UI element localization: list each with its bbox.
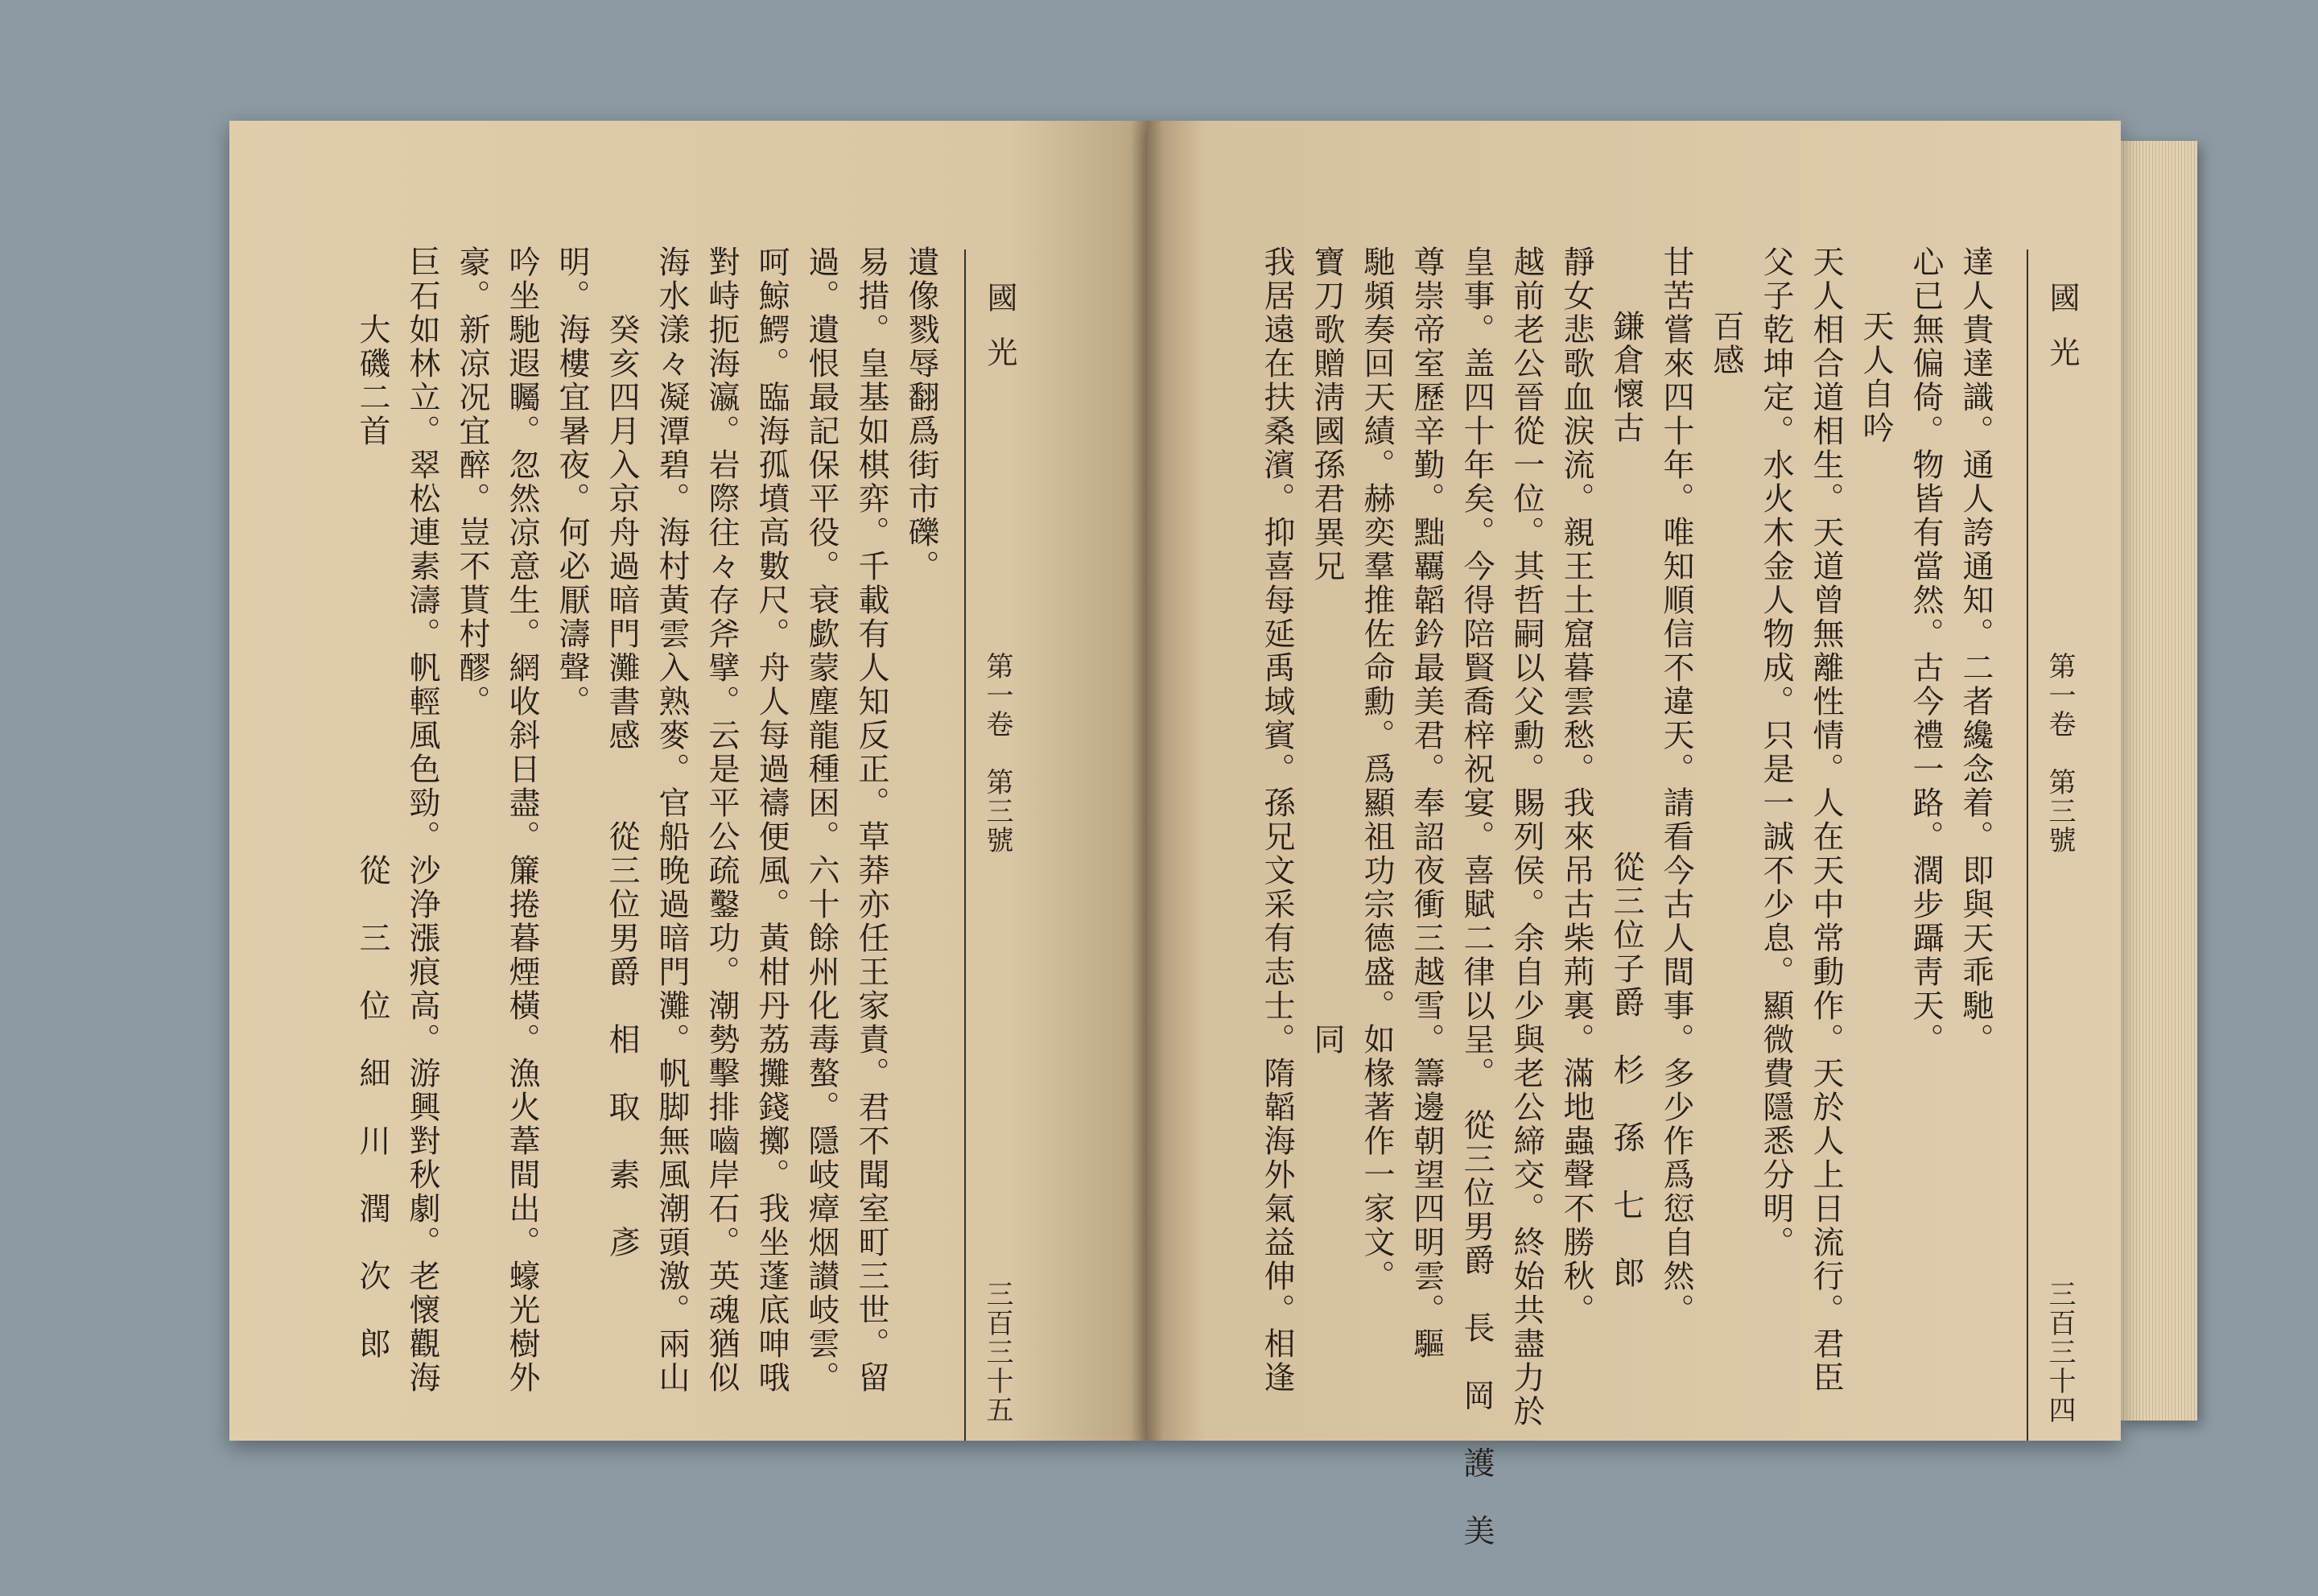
text-column: 明。海樓宜暑夜。何必厭濤聲。 <box>554 245 590 719</box>
text-column: 甘苦嘗來四十年。唯知順信不違天。請看今古人間事。多少作爲愆自然。 <box>1658 245 1694 1327</box>
text-column: 天人相合道相生。天道曾無離性情。人在天中常動作。天於人上日流行。君臣 <box>1808 245 1844 1395</box>
text-column: 癸亥四月入京舟過暗門灘書感 從三位男爵 相 取 素 彥 <box>604 245 640 1260</box>
text-column: 易措。皇基如棋弈。千載有人知反正。草莽亦任王家責。君不聞室町三世。留 <box>853 245 889 1395</box>
text-column: 巨石如林立。翠松連素濤。帆輕風色勁。沙浄漲痕高。游興對秋劇。老懷觀海 <box>404 245 440 1395</box>
text-column: 豪。新凉况宜醉。豈不貰村醪。 <box>454 245 490 719</box>
volume-issue: 第一卷 第三號 <box>2044 652 2076 855</box>
text-column: 我居遠在扶桑濱。抑喜每延禹域賓。孫兄文采有志士。隋韜海外氣益伸。相逢 <box>1259 245 1295 1395</box>
poem-title: 百感 <box>1708 310 1744 377</box>
running-head <box>978 250 1018 1441</box>
text-column: 呵鯨鰐。臨海孤墳高數尺。舟人每過禱便風。黃柑丹荔攤錢擲。我坐蓬底呻哦 <box>753 245 790 1395</box>
text-column: 靜女悲歌血涙流。親王土窟暮雲愁。我來吊古柴荊裏。滿地蟲聲不勝秋。 <box>1558 245 1594 1327</box>
text-column: 父子乾坤定。水火木金人物成。只是一誠不少息。顯微費隱悉分明。 <box>1758 245 1794 1260</box>
text-column: 馳頻奏回天績。赫奕羣推佐命勳。爲顯祖功宗德盛。如椽著作一家文。 <box>1359 245 1395 1293</box>
text-column: 遺像戮辱翻爲街市礫。 <box>903 245 939 584</box>
poem-title: 天人自吟 <box>1858 310 1894 445</box>
text-column: 心已無偏倚。物皆有當然。古今禮一路。濶步躡靑天。 <box>1908 245 1944 1057</box>
text-column: 越前老公晉從一位。其哲嗣以父勳。賜列侯。余自少與老公締交。終始共盡力於 <box>1508 245 1545 1429</box>
text-column: 大磯二首 從 三 位 細 川 潤 次 郎 <box>354 245 390 1361</box>
text-column: 皇事。盖四十年矣。今得陪賢喬梓祝宴。喜賦二律以呈。 從三位男爵 長 岡 護 美 <box>1458 245 1495 1549</box>
left-page <box>229 121 1147 1441</box>
journal-title: 國光 <box>2044 282 2080 391</box>
poem-title: 鎌倉懷古 從三位子爵 杉 孫 七 郎 <box>1608 310 1644 1290</box>
column-rule <box>964 250 966 1441</box>
journal-title: 國光 <box>982 282 1017 391</box>
column-rule <box>2027 250 2028 1441</box>
right-page-text <box>1259 245 2000 1549</box>
text-column: 過。遺恨最記保平役。衰歔蒙塵龍種困。六十餘州化毒螯。隱岐瘴烟讃岐雲。 <box>803 245 839 1395</box>
book-gutter <box>1131 121 1163 1441</box>
volume-issue: 第一卷 第三號 <box>981 652 1013 855</box>
left-page-text <box>334 245 946 1445</box>
text-column: 海水漾々凝潭碧。海村黃雲入熟麥。官船晚過暗門灘。帆脚無風潮頭激。兩山 <box>654 245 690 1395</box>
text-column: 對峙扼海瀛。岩際往々存斧擘。云是平公疏鑿功。潮勢擊排嚙岸石。英魂猶似 <box>703 245 740 1395</box>
text-column: 吟坐馳遐矚。忽然凉意生。網收斜日盡。簾捲暮煙橫。漁火葦間出。蠔光樹外 <box>504 245 540 1395</box>
text-column: 寶刀歌贈淸國孫君異兄 同 <box>1309 245 1345 1057</box>
page-edges <box>2121 141 2197 1421</box>
text-column: 尊崇帝室歷辛勤。黜覊韜鈐最美君。奉詔夜衝三越雪。籌邊朝望四明雲。驅 <box>1409 245 1445 1361</box>
page-number: 三百三十五 <box>981 1280 1013 1425</box>
running-head <box>2040 250 2081 1441</box>
text-column: 達人貴達識。通人誇通知。二者纔念着。即與天乖馳。 <box>1957 245 1994 1057</box>
right-page <box>1147 121 2121 1549</box>
page-number: 三百三十四 <box>2044 1280 2076 1425</box>
